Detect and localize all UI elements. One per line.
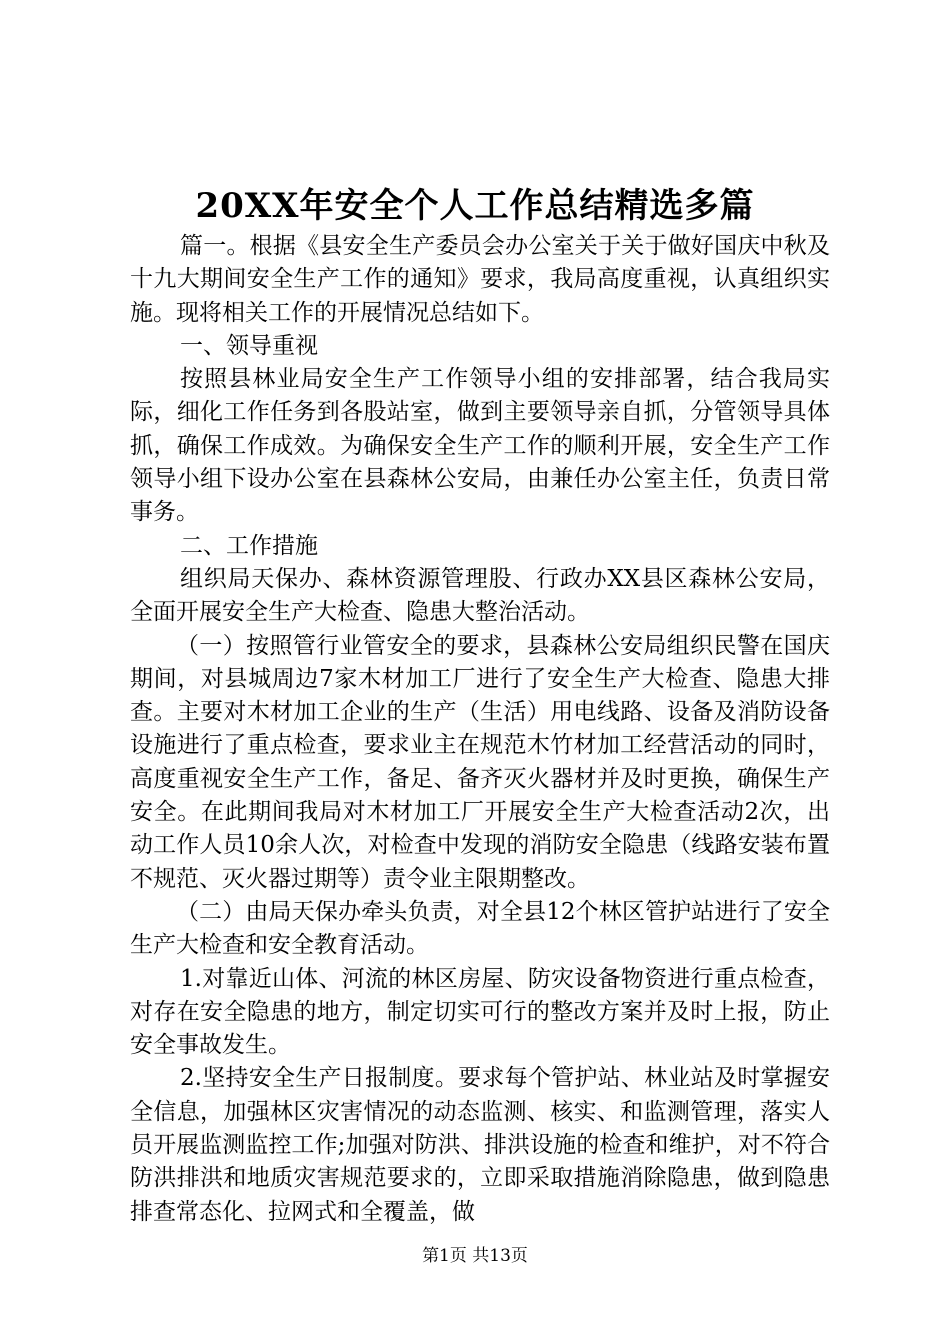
paragraph-point-two: 2.坚持安全生产日报制度。要求每个管护站、林业站及时掌握安全信息，加强林区灾害情况的动态监测、核实、和监测管理，落实人员开展监测监控工作;加强对防洪、排洪设施的检查和维护，对不符合防洪排洪和地质灾害规范要求的，立即采取措施消除隐患，做到隐患排查常态化、拉网式和全覆盖，做: [130, 1065, 830, 1225]
document-body: [130, 230, 830, 1229]
section-heading-measures: 二、工作措施: [180, 532, 318, 559]
paragraph-point-one: 1.对靠近山体、河流的林区房屋、防灾设备物资进行重点检查，对存在安全隐患的地方，制定切实可行的整改方案并及时上报，防止安全事故发生。: [130, 965, 830, 1059]
paragraph-leadership: 按照县林业局安全生产工作领导小组的安排部署，结合我局实际，细化工作任务到各股站室，做到主要领导亲自抓，分管领导具体抓，确保工作成效。为确保安全生产工作的顺利开展，安全生产工作领导小组下设办公室在县森林公安局，由兼任办公室主任，负责日常事务。: [130, 366, 830, 526]
paragraph-item-two: （二）由局天保办牵头负责，对全县12个林区管护站进行了安全生产大检查和安全教育活动。: [130, 898, 830, 959]
paragraph-measures: 组织局天保办、森林资源管理股、行政办XX县区森林公安局，全面开展安全生产大检查、隐患大整治活动。: [130, 565, 830, 626]
section-heading-leadership: 一、领导重视: [180, 332, 318, 359]
paragraph-item-one: （一）按照管行业管安全的要求，县森林公安局组织民警在国庆期间，对县城周边7家木材加工厂进行了安全生产大检查、隐患大排查。主要对木材加工企业的生产（生活）用电线路、设备及消防设备设施进行了重点检查，要求业主在规范木竹材加工经营活动的同时，高度重视安全生产工作，备足、备齐灭火器材并及时更换，确保生产安全。在此期间我局对木材加工厂开展安全生产大检查活动2次，出动工作人员10余人次，对检查中发现的消防安全隐患（线路安装布置不规范、灭火器过期等）责令业主限期整改。: [130, 632, 830, 892]
page-indicator: 第1页 共13页: [422, 1246, 528, 1266]
document-title: 20XX年安全个人工作总结精选多篇: [195, 186, 755, 226]
paragraph-intro: 篇一。根据《县安全生产委员会办公室关于关于做好国庆中秋及十九大期间安全生产工作的通知》要求，我局高度重视，认真组织实施。现将相关工作的开展情况总结如下。: [130, 233, 830, 326]
